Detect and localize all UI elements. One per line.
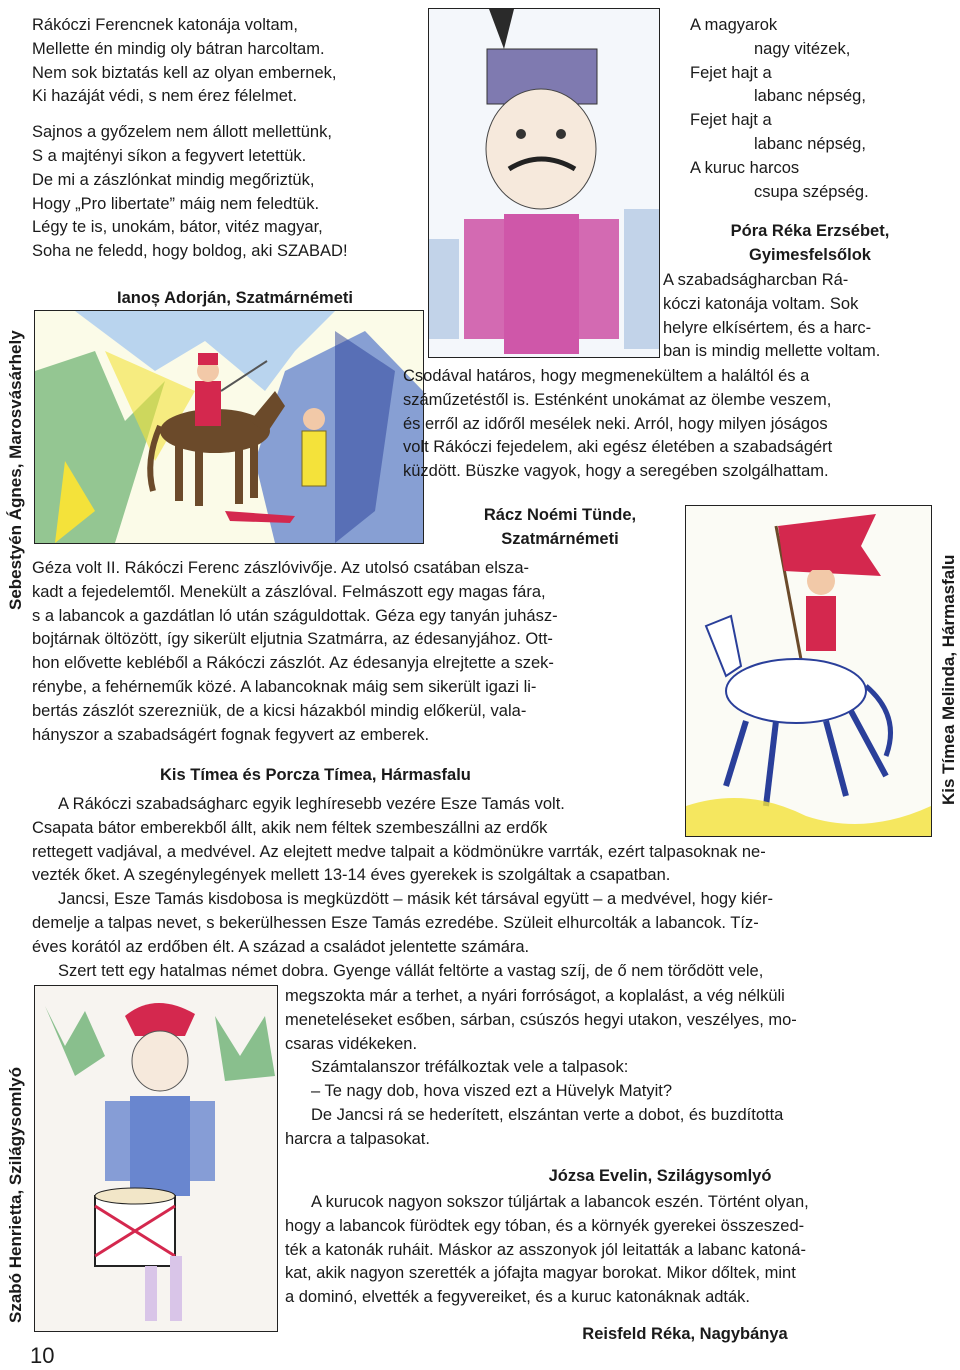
- poem2-line: labanc népség,: [754, 87, 866, 106]
- poem-line: Rákóczi Ferencnek katonája voltam,: [32, 16, 298, 34]
- drawing-rider-svg: [35, 311, 423, 543]
- poem2-line: Fejet hajt a: [690, 63, 772, 82]
- para-geza: [32, 557, 680, 747]
- poem2-author: [690, 220, 930, 268]
- para-line: meneteléseket esőben, sárban, csúszós hegyi utakon, veszélyes, mo-: [285, 1010, 797, 1029]
- para-line: a dominó, elvették a fegyvereiket, és a kuruc katonáknak adták.: [285, 1288, 751, 1307]
- para-esze-narrow: [285, 985, 935, 1152]
- para-line: harcra a talpasokat.: [285, 1129, 430, 1148]
- author-line: Szatmárnémeti: [501, 529, 619, 548]
- credit-kis-timea-melinda: Kis Tímea Melinda, Hármasfalu: [939, 554, 958, 805]
- para-esze: [32, 793, 937, 983]
- poem-line: De mi a zászlónkat mindig megőriztük,: [32, 170, 315, 189]
- para-geza-author: Kis Tímea és Porcza Tímea, Hármasfalu: [160, 766, 471, 784]
- para-line: Géza volt II. Rákóczi Ferenc zászlóvivője. Az utolsó csatában elsza-: [32, 559, 530, 577]
- poem-kuruc: [690, 14, 930, 204]
- para-wine-author: Reisfeld Réka, Nagybánya: [582, 1325, 788, 1343]
- para-line: helyre elkísértem, és a harc-: [663, 318, 872, 337]
- poem2-author-line: Gyimesfelsőlok: [749, 245, 871, 264]
- drawing-drummer-svg: [35, 986, 277, 1331]
- para-soldier-author: [420, 504, 700, 552]
- drawing-flag-bearer-svg: [686, 506, 931, 836]
- para-wine: [285, 1191, 935, 1310]
- para-esze-author: Józsa Evelin, Szilágysomlyó: [548, 1167, 772, 1185]
- drawing-portrait-svg: [429, 9, 659, 357]
- para-line: A kurucok nagyon sokszor túljártak a labancok eszén. Történt olyan,: [311, 1193, 809, 1211]
- poem-line: Mellette én mindig oly bátran harcoltam.: [32, 39, 325, 58]
- para-line: száműzetéstől is. Esténként unokámat az ölembe veszem,: [403, 390, 832, 409]
- poem-line: S a majtényi síkon a fegyvert letettük.: [32, 146, 307, 165]
- poem-line: Nem sok biztatás kell az olyan embernek,: [32, 63, 337, 82]
- para-line: hon elővette kebléből a Rákóczi zászlót. Az édesanyja elrejtette a szek-: [32, 654, 554, 673]
- drawing-drummer-boy: [34, 985, 278, 1332]
- para-line: rénybe, a fehérneműk közé. A labancoknak máig sem sikerült igazi li-: [32, 677, 537, 696]
- poem-author: Ianoș Adorján, Szatmárnémeti: [117, 289, 353, 307]
- para-line: bertás zászlót szerezniük, de a kicsi házakból mindig előkerül, vala-: [32, 701, 527, 720]
- para-line: hányszor a szabadságért fognak fegyvert az emberek.: [32, 725, 430, 744]
- para-line: rettegett vadjával, a medvével. Az elejtett medve talpait a ködmönükre varrták, ezért talpasoknak ne-: [32, 842, 766, 861]
- para-line: De Jancsi rá se hederített, elszántan verte a dobot, és buzdította: [311, 1105, 784, 1124]
- author-line: Rácz Noémi Tünde,: [483, 506, 637, 524]
- para-line: demelje a talpas nevet, s bekerülhessen Esze Tamás ezredébe. Szüleit elhurcolták a labancok. Tíz-: [32, 913, 759, 932]
- para-line: éves korától az erdőben élt. A század a családot jelentette számára.: [32, 937, 530, 956]
- para-line: megszokta már a terhet, a nyári forróságot, a koplalást, a vég nélküli: [285, 987, 785, 1005]
- poem-rakoczi-soldier: [32, 14, 427, 264]
- poem-line: Soha ne feledd, hogy boldog, aki SZABAD!: [32, 242, 348, 261]
- poem2-line: csupa szépség.: [754, 182, 869, 201]
- para-line: csaras vidékeken.: [285, 1034, 418, 1053]
- para-line: és erről az időről mesélek neki. Arról, hogy milyen jóságos: [403, 414, 828, 433]
- drawing-kuruc-portrait: [428, 8, 660, 358]
- poem-line: Ki hazáját védi, s nem érez félelmet.: [32, 87, 298, 106]
- page-number: 10: [30, 1343, 55, 1368]
- para-line: vezték őket. A szegénylegények mellett 13-14 éves gyerekek is szolgáltak a csapatban.: [32, 866, 671, 885]
- para-line: volt Rákóczi fejedelem, aki egész életében a szabadságért: [403, 438, 833, 457]
- para-soldier-narrow: [663, 269, 933, 364]
- para-line: Számtalanszor tréfálkoztak vele a talpasok:: [311, 1058, 629, 1077]
- para-line: – Te nagy dob, hova viszed ezt a Hüvelyk Matyit?: [311, 1082, 673, 1101]
- para-line: kadt a fejedelemtől. Menekült a zászlóval. Felmászott egy magas fára,: [32, 582, 546, 601]
- para-line: Szert tett egy hatalmas német dobra. Gyenge vállát feltörte a vastag szíj, de ő nem törődött vele,: [58, 961, 764, 980]
- para-line: A Rákóczi szabadságharc egyik leghíresebb vezére Esze Tamás volt.: [58, 795, 565, 813]
- credit-szabo: Szabó Henrietta, Szilágysomlyó: [6, 1066, 25, 1323]
- poem-line: Sajnos a győzelem nem állott mellettünk,: [32, 123, 332, 142]
- poem-line: Légy te is, unokám, bátor, vitéz magyar,: [32, 218, 323, 237]
- para-line: Csapata bátor emberekből állt, akik nem féltek szembeszállni az erdők: [32, 818, 548, 837]
- para-line: küzdött. Büszke vagyok, hogy a seregében szolgálhattam.: [403, 462, 829, 481]
- poem2-line: A kuruc harcos: [690, 158, 800, 177]
- drawing-flag-bearer: [685, 505, 932, 837]
- para-line: ték a katonák ruháit. Máskor az asszonyok jól leitatták a labanc katoná-: [285, 1240, 806, 1259]
- drawing-rider-with-sword: [34, 310, 424, 544]
- para-line: bojtárnak öltözött, így sikerült eljutnia Szatmárra, az édesanyjához. Ott-: [32, 630, 553, 649]
- poem2-line: nagy vitézek,: [754, 39, 851, 58]
- para-line: s a labancok a gazdátlan ló után száguldottak. Géza egy tanyán juhász-: [32, 606, 558, 625]
- poem2-line: labanc népség,: [754, 134, 866, 153]
- credit-sebestyen: Sebestyén Ágnes, Marosvásárhely: [6, 330, 25, 610]
- para-line: ban is mindig mellette voltam.: [663, 342, 881, 361]
- poem2-line: A magyarok: [690, 16, 778, 34]
- poem-line: Hogy „Pro libertate” máig nem feledtük.: [32, 194, 320, 213]
- para-line: kóczi katonája voltam. Sok: [663, 294, 859, 313]
- para-line: kat, akik nagyon szerették a jófajta magyar borokat. Mikor dőltek, mint: [285, 1264, 796, 1283]
- para-line: Csodával határos, hogy megmenekültem a haláltól és a: [403, 367, 810, 385]
- poem2-author-line: Póra Réka Erzsébet,: [730, 222, 890, 240]
- poem2-line: Fejet hajt a: [690, 111, 772, 130]
- para-soldier-wide: [403, 365, 933, 484]
- para-line: A szabadságharcban Rá-: [663, 271, 849, 289]
- para-line: Jancsi, Esze Tamás kisdobosa is megküzdött – másik két társával együtt – a medvével, hogy kiér-: [58, 890, 774, 909]
- para-line: hogy a labancok fürödtek egy tóban, és a környék gyerekei összeszed-: [285, 1216, 805, 1235]
